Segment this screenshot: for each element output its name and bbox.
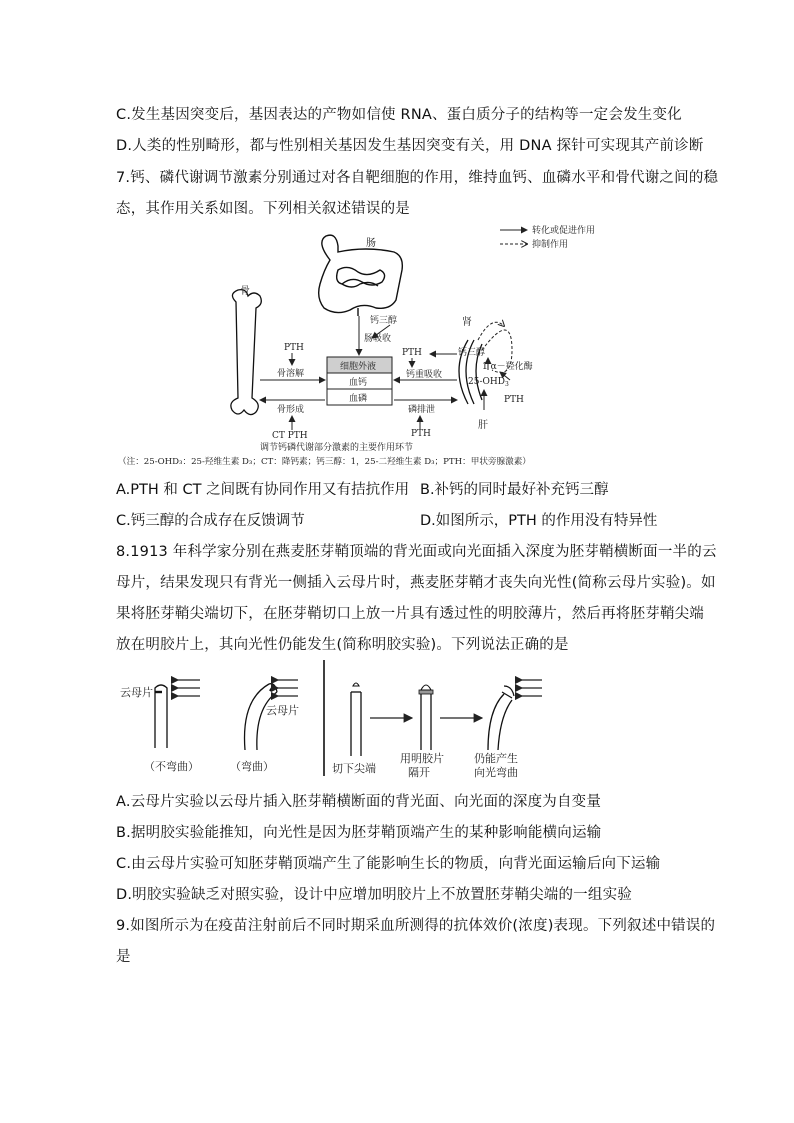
pth-right-label: PTH bbox=[504, 395, 524, 405]
ct-pth-label: CT PTH bbox=[272, 431, 308, 441]
hydroxylase-label: 1 α－羟化酶 bbox=[482, 362, 533, 372]
bone-label: 骨 bbox=[240, 286, 250, 297]
pth-left-label: PTH bbox=[284, 343, 304, 353]
diagram-caption: 调节钙磷代谢部分激素的主要作用环节 bbox=[260, 443, 414, 453]
pth-bottom-label: PTH bbox=[411, 429, 431, 439]
q6-option-c: C.发生基因突变后，基因表达的产物如信使 RNA、蛋白质分子的结构等一定会发生变化 bbox=[116, 107, 682, 123]
q7-option-b: B.补钙的同时最好补充钙三醇 bbox=[420, 482, 609, 498]
still-bends-label-2: 向光弯曲 bbox=[474, 766, 518, 779]
legend-inhibit-label: 抑制作用 bbox=[532, 240, 569, 250]
q8-stem-line-2: 母片，结果发现只有背光一侧插入云母片时，燕麦胚芽鞘才丧失向光性(简称云母片实验)。如 bbox=[116, 575, 716, 591]
q7-option-c: C.钙三醇的合成存在反馈调节 bbox=[116, 513, 305, 529]
q9-stem-line-1: 9.如图所示为在疫苗注射前后不同时期采血所测得的抗体效价(浓度)表现。下列叙述中错误的 bbox=[116, 918, 716, 934]
gelatin-label-1: 用明胶片 bbox=[400, 752, 444, 765]
intestine-icon bbox=[319, 235, 403, 316]
gelatin-label-2: 隔开 bbox=[408, 766, 430, 779]
calcium-reabsorption-label: 钙重吸收 bbox=[406, 370, 443, 380]
q8-stem-line-1: 8.1913 年科学家分别在燕麦胚芽鞘顶端的背光面或向光面插入深度为胚芽鞘横断面一半的云 bbox=[116, 544, 717, 560]
phosphate-excretion-label: 磷排泄 bbox=[408, 405, 436, 415]
q8-option-d: D.明胶实验缺乏对照实验，设计中应增加明胶片上不放置胚芽鞘尖端的一组实验 bbox=[116, 887, 632, 903]
pth-mid-label: PTH bbox=[402, 348, 422, 358]
light-arrows-middle bbox=[278, 680, 298, 696]
q8-stem-line-3: 果将胚芽鞘尖端切下，在胚芽鞘切口上放一片具有透过性的明胶薄片，然后再将胚芽鞘尖端 bbox=[116, 606, 704, 622]
intestine-label: 肠 bbox=[366, 238, 376, 249]
q7-option-a: A.PTH 和 CT 之间既有协同作用又有拮抗作用 bbox=[116, 482, 410, 498]
legend-promote-label: 转化或促进作用 bbox=[532, 226, 596, 236]
q6-option-d: D.人类的性别畸形，都与性别相关基因发生基因突变有关，用 DNA 探针可实现其产前诊断 bbox=[116, 138, 704, 154]
q8-option-a: A.云母片实验以云母片插入胚芽鞘横断面的背光面、向光面的深度为自变量 bbox=[116, 794, 602, 810]
gelatin-coleoptile bbox=[419, 685, 433, 750]
q7-stem-line-2: 态，其作用关系如图。下列相关叙述错误的是 bbox=[116, 201, 410, 217]
box-ecf-label: 细胞外液 bbox=[340, 362, 377, 372]
cut-tip-label: 切下尖端 bbox=[332, 762, 376, 775]
not-bent-label: （不弯曲） bbox=[144, 760, 199, 773]
bone-icon bbox=[231, 290, 261, 415]
q7-option-d: D.如图所示，PTH 的作用没有特异性 bbox=[420, 513, 658, 529]
ohd3-label: $25-OHD_3$ bbox=[468, 377, 509, 388]
q7-stem-line-1: 7.钙、磷代谢调节激素分别通过对各自靶细胞的作用，维持血钙、血磷水平和骨代谢之间的稳 bbox=[116, 170, 719, 186]
kidney-label: 肾 bbox=[462, 317, 472, 328]
still-bends-label-1: 仍能产生 bbox=[474, 752, 518, 765]
light-arrows-right bbox=[522, 680, 542, 696]
calcium-phosphate-diagram bbox=[112, 222, 642, 468]
q8-option-c: C.由云母片实验可知胚芽鞘顶端产生了能影响生长的物质，向背光面运输后向下运输 bbox=[116, 856, 661, 872]
mica-right-label: 云母片 bbox=[266, 704, 299, 717]
bone-formation-label: 骨形成 bbox=[277, 405, 305, 415]
calcitriol-kidney-label: 钙三醇 bbox=[458, 348, 486, 358]
cut-coleoptile bbox=[351, 683, 361, 756]
calcitriol-top-label: 钙三醇 bbox=[370, 316, 398, 326]
q9-stem-line-2: 是 bbox=[116, 949, 131, 965]
straight-coleoptile bbox=[155, 685, 167, 748]
diagram-note: （注：25-OHD₃：25-羟维生素 D₃；CT：降钙素；钙三醇：1，25-二羟维生素 D₃；PTH：甲状旁腺激素） bbox=[118, 457, 531, 467]
coleoptile-diagram bbox=[112, 658, 572, 782]
bone-resorption-label: 骨溶解 bbox=[277, 369, 305, 379]
bending-coleoptile bbox=[488, 686, 514, 750]
light-arrows-left bbox=[178, 680, 200, 696]
intestinal-absorption-label: 肠吸收 bbox=[364, 334, 392, 344]
box-calcium-label: 血钙 bbox=[349, 378, 368, 388]
extracellular-fluid-box bbox=[327, 357, 392, 405]
box-phosphate-label: 血磷 bbox=[349, 394, 368, 404]
mica-left-label: 云母片 bbox=[120, 686, 153, 699]
q8-stem-line-4: 放在明胶片上，其向光性仍能发生(简称明胶实验)。下列说法正确的是 bbox=[116, 637, 569, 653]
q8-option-b: B.据明胶实验能推知，向光性是因为胚芽鞘顶端产生的某种影响能横向运输 bbox=[116, 825, 602, 841]
bent-label: （弯曲） bbox=[230, 760, 274, 773]
liver-label: 肝 bbox=[478, 420, 488, 431]
